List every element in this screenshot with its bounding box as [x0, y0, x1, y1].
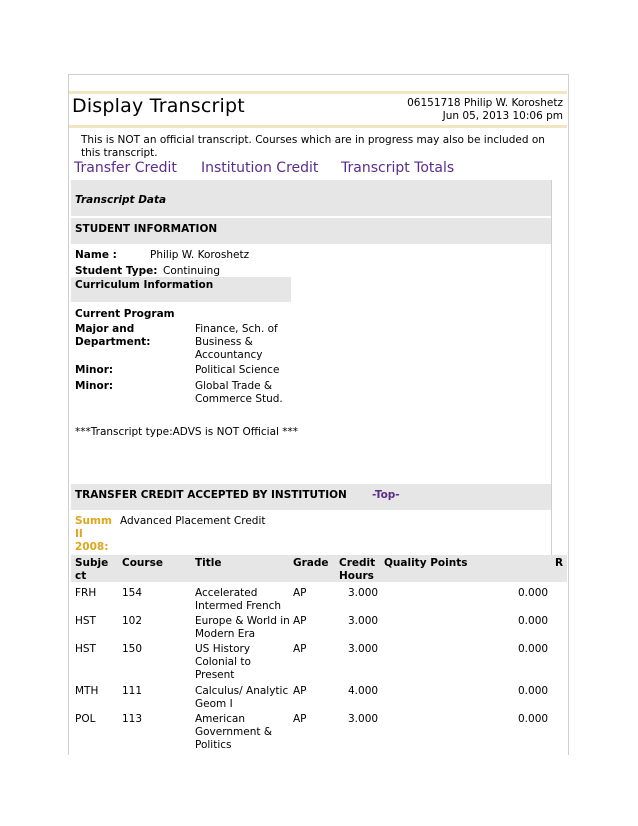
term-source: Advanced Placement Credit: [120, 515, 266, 527]
term-label: Summ II 2008:: [75, 515, 112, 553]
row-credit: 3.000: [348, 643, 379, 655]
header-datetime: Jun 05, 2013 10:06 pm: [442, 110, 563, 122]
row-subject: MTH: [75, 685, 99, 697]
row-course: 102: [122, 615, 143, 627]
row-course: 154: [122, 587, 143, 599]
nav-transcript-totals[interactable]: Transcript Totals: [341, 160, 455, 176]
row-title: American Government & Politics: [195, 713, 273, 751]
row-grade: AP: [293, 587, 307, 599]
row-subject: HST: [75, 615, 96, 627]
row-grade: AP: [293, 615, 307, 627]
minor-label-1: Minor:: [75, 364, 114, 376]
row-subject: HST: [75, 643, 96, 655]
row-title: Accelerated Intermed French: [195, 587, 282, 612]
col-grade: Grade: [293, 557, 329, 569]
notice-text: This is NOT an official transcript. Courses which are in progress may also be included on this transcript.: [81, 134, 545, 159]
row-quality-points: 0.000: [518, 643, 549, 655]
col-title: Title: [195, 557, 222, 569]
row-course: 150: [122, 643, 143, 655]
student-type-value: Continuing: [163, 265, 220, 277]
row-credit: 3.000: [348, 587, 379, 599]
header-student-info: [407, 97, 563, 123]
minor-value-1: Political Science: [195, 364, 280, 376]
nav-transfer-credit[interactable]: Transfer Credit: [74, 160, 177, 176]
row-credit: 3.000: [348, 713, 379, 725]
student-type-label: Student Type:: [75, 265, 158, 277]
row-subject: POL: [75, 713, 96, 725]
row-quality-points: 0.000: [518, 685, 549, 697]
transcript-type-note: ***Transcript type:ADVS is NOT Official ***: [75, 426, 299, 438]
header-divider: [69, 91, 567, 94]
row-credit: 3.000: [348, 615, 379, 627]
name-label: Name :: [75, 249, 117, 261]
student-id-name: 06151718 Philip W. Koroshetz: [407, 97, 563, 109]
row-grade: AP: [293, 713, 307, 725]
row-course: 113: [122, 713, 143, 725]
row-subject: FRH: [75, 587, 97, 599]
row-credit: 4.000: [348, 685, 379, 697]
col-subject: Subject: [75, 557, 109, 582]
transcript-frame: [68, 74, 569, 755]
curriculum-information-header: Curriculum Information: [71, 277, 291, 302]
row-quality-points: 0.000: [518, 615, 549, 627]
row-grade: AP: [293, 643, 307, 655]
minor-value-2: Global Trade & Commerce Stud.: [195, 380, 283, 405]
major-value: Finance, Sch. of Business & Accountancy: [195, 323, 278, 361]
name-value: Philip W. Koroshetz: [150, 249, 250, 261]
col-quality-points: Quality Points: [384, 557, 468, 569]
transfer-credit-header: TRANSFER CREDIT ACCEPTED BY INSTITUTION -Top-: [71, 484, 551, 510]
row-title: Calculus/ Analytic Geom I: [195, 685, 289, 710]
transcript-data-header: Transcript Data: [71, 180, 551, 216]
top-link[interactable]: -Top-: [372, 489, 400, 501]
col-r: R: [555, 557, 564, 569]
col-credit-hours: Credit Hours: [339, 557, 376, 582]
major-label: Major and Department:: [75, 323, 151, 348]
header-divider-bottom: [69, 125, 567, 128]
row-title: Europe & World in Modern Era: [195, 615, 290, 640]
nav-institution-credit[interactable]: Institution Credit: [201, 160, 319, 176]
col-course: Course: [122, 557, 163, 569]
row-quality-points: 0.000: [518, 587, 549, 599]
panel-border: [551, 180, 552, 556]
minor-label-2: Minor:: [75, 380, 114, 392]
row-title: US History Colonial to Present: [195, 643, 251, 681]
row-grade: AP: [293, 685, 307, 697]
student-information-header: STUDENT INFORMATION: [71, 218, 551, 244]
row-quality-points: 0.000: [518, 713, 549, 725]
row-course: 111: [122, 685, 143, 697]
current-program-label: Current Program: [75, 308, 175, 320]
page-title: Display Transcript: [72, 95, 245, 117]
